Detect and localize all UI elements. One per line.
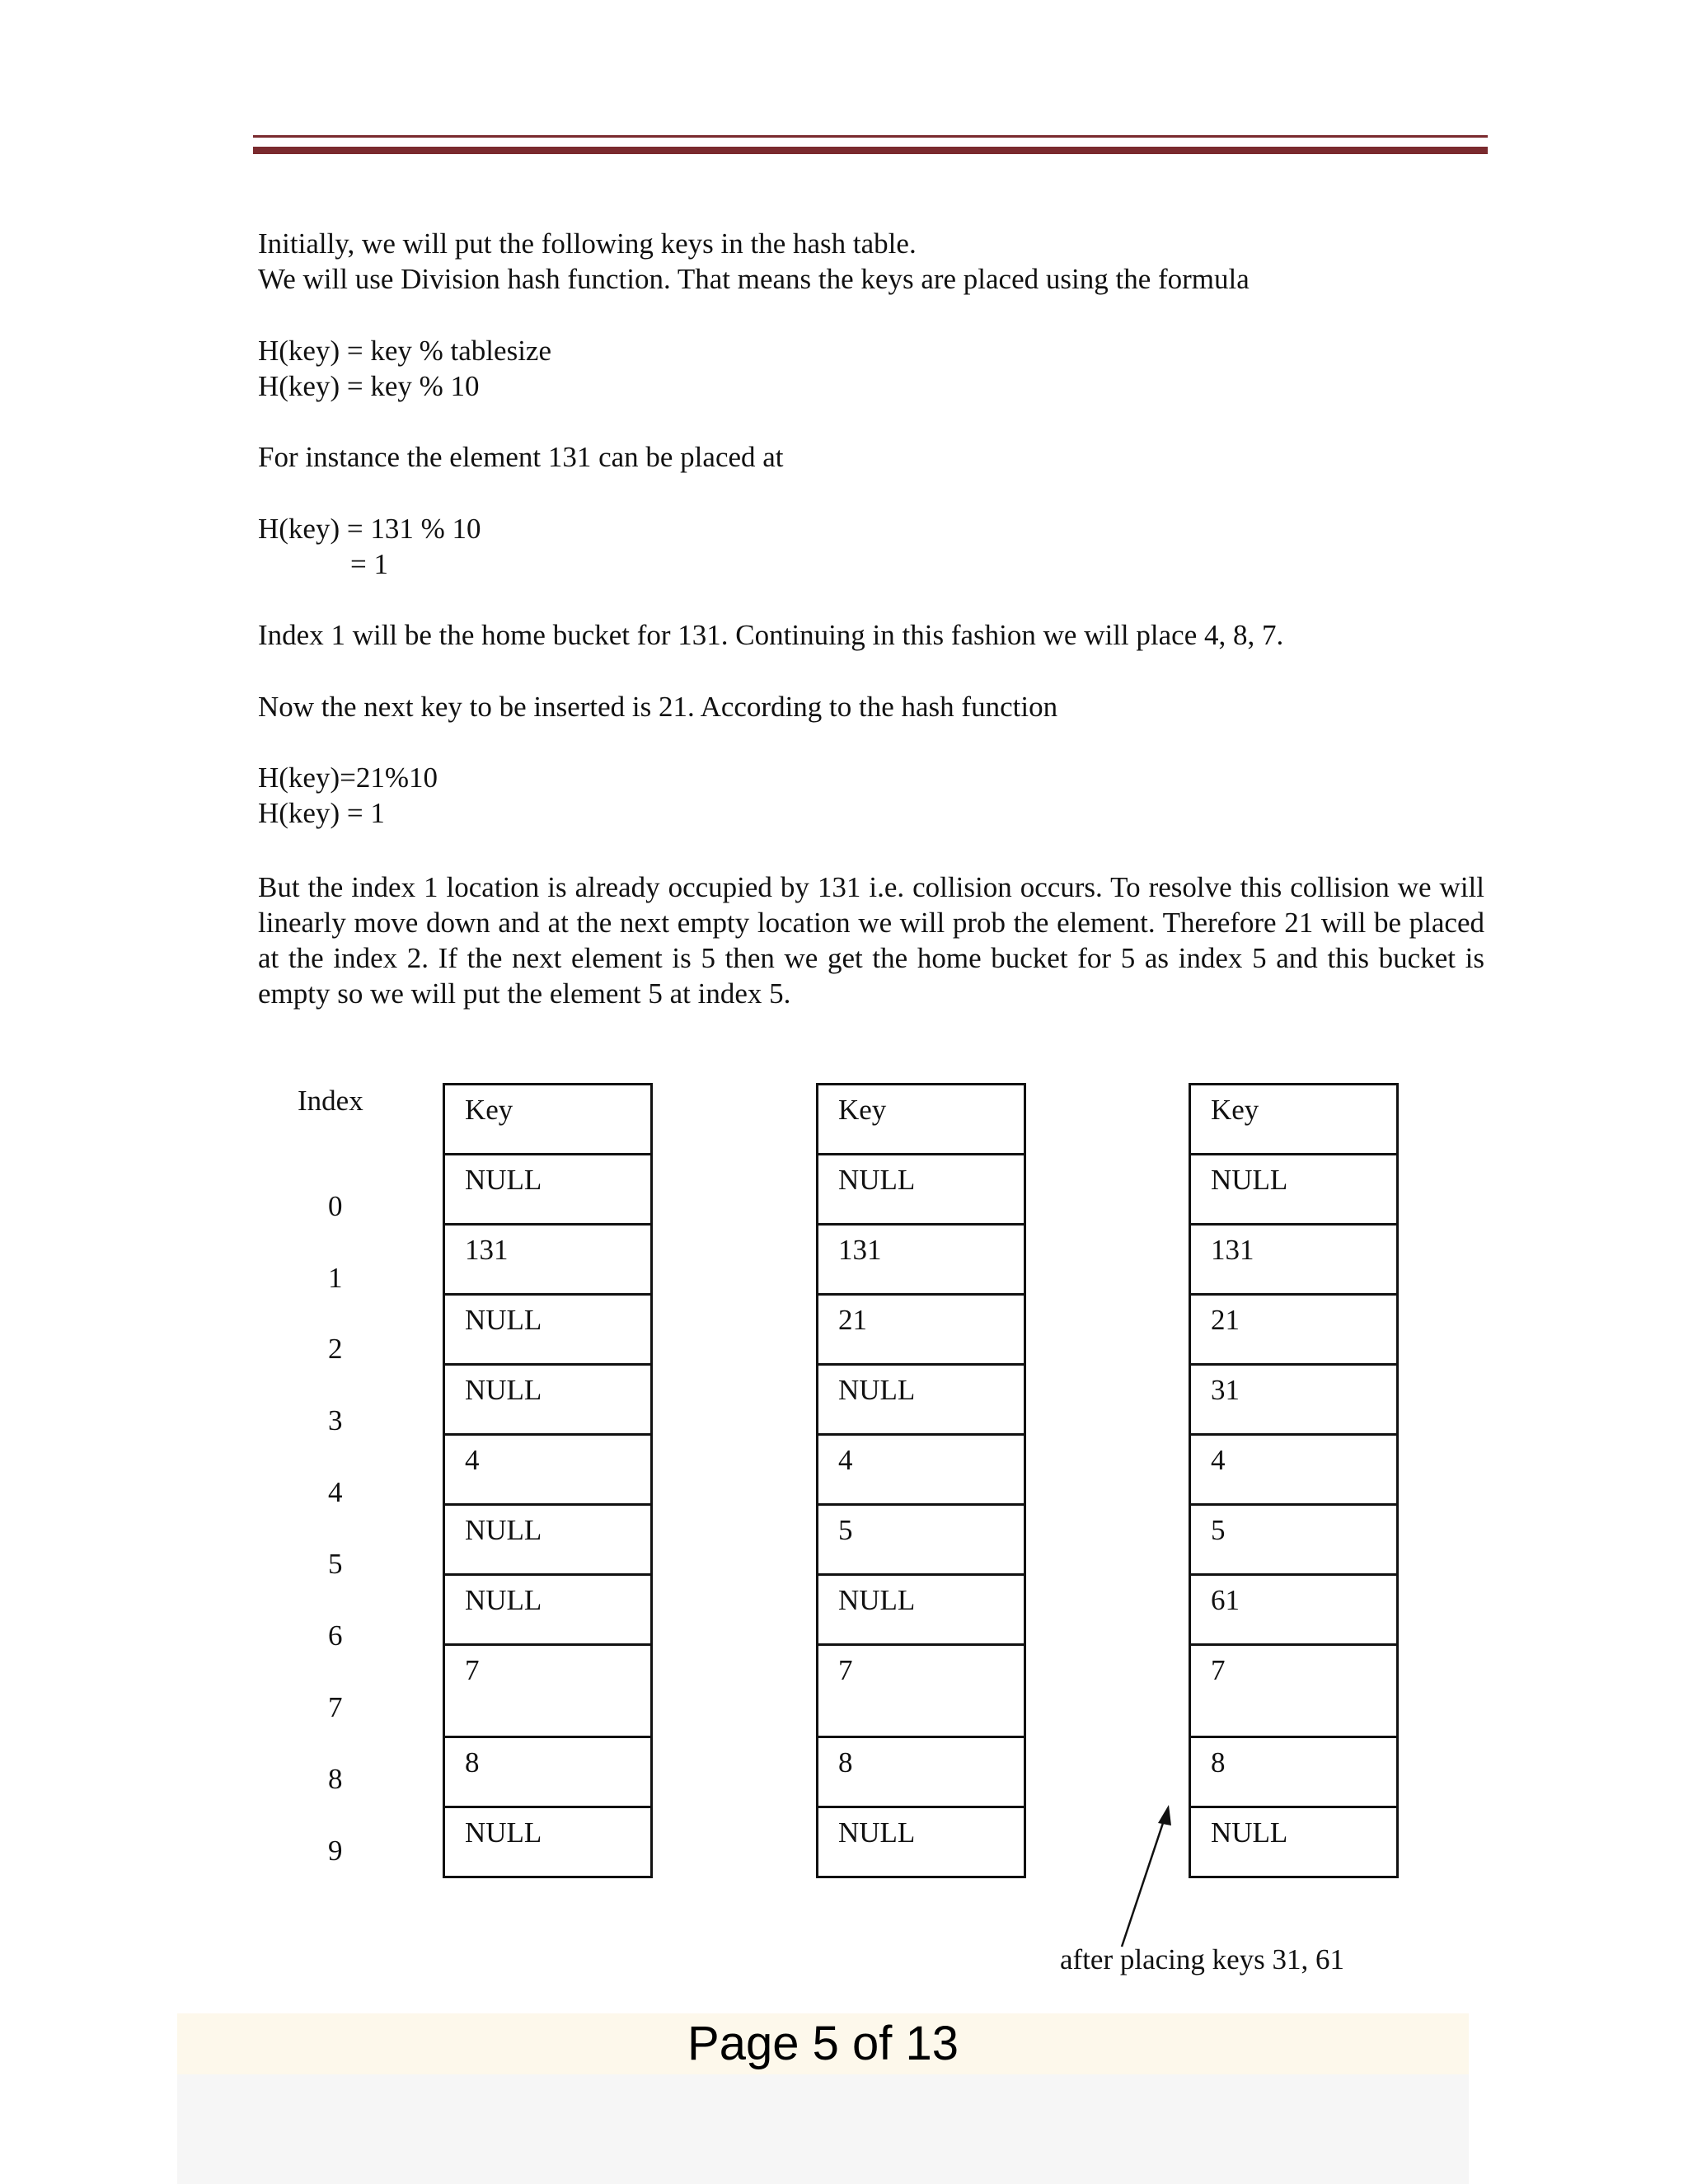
collision-paragraph: But the index 1 location is already occupied by 131 i.e. collision occurs. To resolve this collision we will linearly move down and at the next empty location we will prob the element. Therefore 21 will be placed at the index 2. If the next element is 5 then we get the home bucket for 5 as index 5 and this bucket is empty so we will put the element 5 at index 5. [258, 871, 1484, 1010]
table-cell: 131 [818, 1226, 1024, 1296]
text-line: Initially, we will put the following keys in the hash table. [258, 227, 917, 260]
page-number: Page 5 of 13 [687, 2017, 959, 2070]
table-cell: 5 [1191, 1506, 1396, 1576]
table-header-cell: Key [445, 1085, 650, 1155]
table-header-cell: Key [1191, 1085, 1396, 1155]
table-cell: NULL [445, 1296, 650, 1366]
table-cell: 4 [818, 1436, 1024, 1506]
bottom-band [177, 2074, 1469, 2184]
table-cell: NULL [445, 1808, 650, 1878]
index-number: 8 [328, 1763, 343, 1795]
index-number: 3 [328, 1404, 343, 1436]
table-cell: 8 [445, 1738, 650, 1808]
formula-line: H(key) = 1 [258, 797, 385, 829]
text-line: Now the next key to be inserted is 21. According to the hash function [258, 691, 1058, 723]
table-cell: 21 [1191, 1296, 1396, 1366]
formula-line: H(key) = key % tablesize [258, 335, 551, 367]
table-cell: NULL [818, 1155, 1024, 1226]
table-cell: NULL [445, 1576, 650, 1646]
table-cell: NULL [818, 1808, 1024, 1878]
table-cell: 131 [1191, 1226, 1396, 1296]
index-number: 9 [328, 1835, 343, 1867]
formula-line: H(key) = key % 10 [258, 370, 480, 402]
index-number: 6 [328, 1619, 343, 1652]
table-cell: NULL [445, 1366, 650, 1436]
table-cell: 61 [1191, 1576, 1396, 1646]
table-cell: 4 [1191, 1436, 1396, 1506]
table-cell: NULL [445, 1155, 650, 1226]
table-cell: 8 [818, 1738, 1024, 1808]
text-line: We will use Division hash function. That means the keys are placed using the formula [258, 263, 1250, 295]
table-cell: 7 [445, 1646, 650, 1738]
table-header-cell: Key [818, 1085, 1024, 1155]
index-heading: Index [298, 1085, 363, 1117]
formula-line: H(key) = 131 % 10 [258, 513, 481, 545]
table-cell: 131 [445, 1226, 650, 1296]
table-cell: 7 [1191, 1646, 1396, 1738]
table-cell: 5 [818, 1506, 1024, 1576]
table-cell: NULL [818, 1576, 1024, 1646]
index-number: 5 [328, 1548, 343, 1580]
index-number: 1 [328, 1262, 343, 1294]
table-cell: 8 [1191, 1738, 1396, 1808]
formula-line: H(key)=21%10 [258, 762, 438, 794]
table-cell: 21 [818, 1296, 1024, 1366]
index-number: 0 [328, 1190, 343, 1222]
index-number: 4 [328, 1476, 343, 1508]
formula-line: = 1 [350, 548, 388, 580]
table-cell: 4 [445, 1436, 650, 1506]
table-cell: 7 [818, 1646, 1024, 1738]
table-cell: NULL [445, 1506, 650, 1576]
table-cell: NULL [1191, 1155, 1396, 1226]
index-number: 2 [328, 1333, 343, 1365]
table-cell: NULL [818, 1366, 1024, 1436]
table-cell: NULL [1191, 1808, 1396, 1878]
figure-caption: after placing keys 31, 61 [1060, 1943, 1345, 1975]
text-line: Index 1 will be the home bucket for 131. Continuing in this fashion we will place 4, 8, 7. [258, 619, 1284, 651]
text-line: For instance the element 131 can be placed at [258, 441, 784, 473]
index-number: 7 [328, 1691, 343, 1723]
table-cell: 31 [1191, 1366, 1396, 1436]
